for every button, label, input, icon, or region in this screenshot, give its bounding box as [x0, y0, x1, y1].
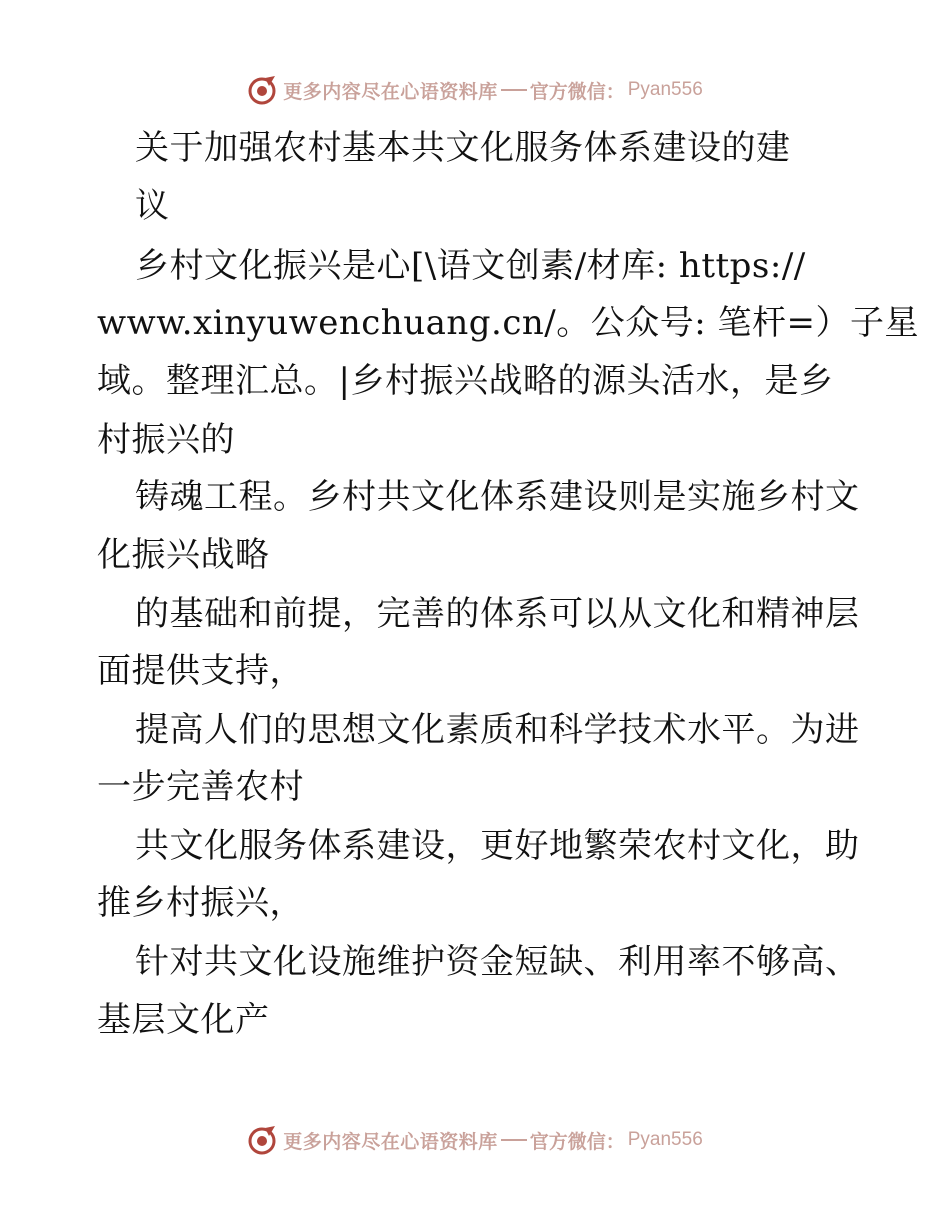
paragraph-line: 一步完善农村	[97, 767, 304, 807]
paragraph-line: 化振兴战略	[97, 535, 270, 575]
paragraph-line: 基层文化产	[97, 1000, 270, 1040]
header-banner	[0, 70, 950, 110]
document-title-line: 议	[135, 186, 170, 226]
paragraph-line: 的基础和前提，完善的体系可以从文化和精神层	[135, 594, 860, 634]
banner-wechat-id: Pyan556	[627, 1129, 703, 1150]
banner-wechat-label: 官方微信：	[529, 80, 625, 103]
brand-seal-icon	[247, 1124, 279, 1156]
paragraph-line: 村振兴的	[97, 420, 235, 460]
paragraph-line: 提高人们的思想文化素质和科学技术水平。为进	[135, 710, 860, 750]
banner-divider	[501, 89, 527, 91]
paragraph-line: 针对共文化设施维护资金短缺、利用率不够高、	[135, 942, 860, 982]
paragraph-line: 域。整理汇总。|乡村振兴战略的源头活水，是乡	[97, 361, 834, 401]
paragraph-line: 面提供支持，	[97, 651, 304, 691]
paragraph-line: 铸魂工程。乡村共文化体系建设则是实施乡村文	[135, 477, 860, 517]
document-title-line: 关于加强农村基本共文化服务体系建设的建	[135, 128, 791, 168]
brand-seal-icon	[247, 74, 279, 106]
footer-banner	[0, 1120, 950, 1160]
banner-slogan: 更多内容尽在心语资料库	[283, 1130, 498, 1153]
banner-slogan: 更多内容尽在心语资料库	[283, 80, 498, 103]
paragraph-line: 推乡村振兴，	[97, 883, 304, 923]
paragraph-line: www.xinyuwenchuang.cn/。公众号: 笔杆=）子星	[97, 303, 919, 343]
banner-wechat-label: 官方微信：	[529, 1130, 625, 1153]
paragraph-line: 乡村文化振兴是心[\语文创素/材库: https://	[135, 246, 806, 286]
paragraph-line: 共文化服务体系建设，更好地繁荣农村文化，助	[135, 826, 860, 866]
banner-wechat-id: Pyan556	[627, 79, 703, 100]
banner-divider	[501, 1139, 527, 1141]
